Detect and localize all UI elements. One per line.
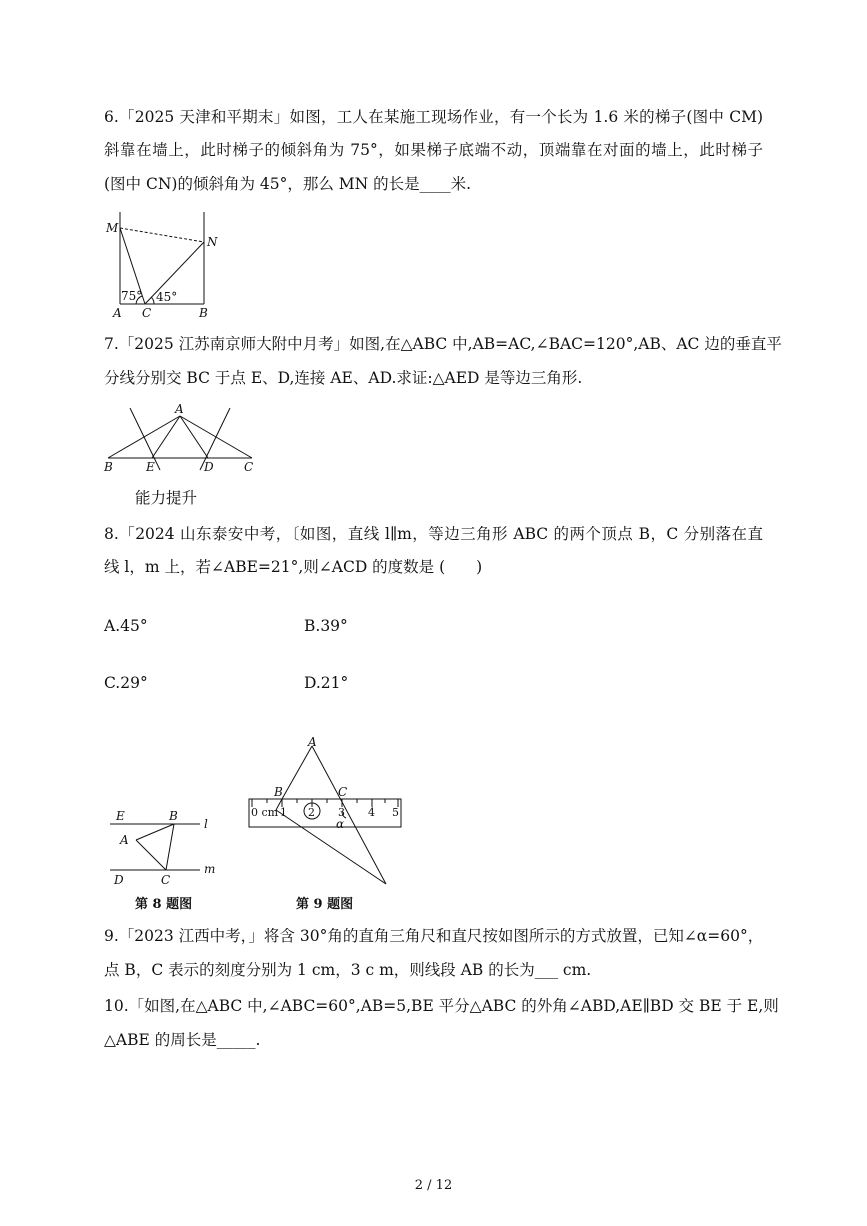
q7-label-a: A — [175, 402, 184, 416]
q8-label-a: A — [120, 833, 129, 847]
q9-ruler-label-3: 3 — [338, 806, 345, 819]
q8-label-c: C — [161, 873, 171, 887]
q9-caption: 第 9 题图 — [296, 897, 354, 912]
q6-angle-45: 45° — [156, 290, 178, 304]
q8-option-c: C.29° — [104, 674, 148, 692]
q8-option-b: B.39° — [304, 617, 348, 635]
q8-label-m: m — [204, 862, 216, 876]
q7-line-1: 7.「2025 江苏南京师大附中月考」如图,在△ABC 中,AB=AC,∠BAC=120°,AB、AC 边的垂直平 — [104, 335, 782, 353]
q6-line-1: 6.「2025 天津和平期末」如图，工人在某施工现场作业，有一个长为 1.6 米的梯子(图中 CM) — [104, 108, 763, 126]
q9-ruler-label-2: 2 — [308, 806, 315, 819]
q6-line-3: (图中 CN)的倾斜角为 45°，那么 MN 的长是____米. — [104, 175, 472, 193]
q8-figure — [104, 800, 229, 890]
q7-segment-ad — [180, 416, 208, 458]
q6-label-m: M — [106, 221, 119, 235]
q8-side-ab — [136, 824, 174, 840]
q7-label-e: E — [146, 460, 155, 474]
section-title: 能力提升 — [135, 489, 198, 507]
q9-label-c: C — [338, 785, 348, 799]
q9-label-b: B — [274, 785, 283, 799]
q8-line-1: 8.「2024 山东泰安中考，〔如图，直线 l∥m，等边三角形 ABC 的两个顶点 B，C 分别落在直 — [104, 525, 763, 543]
q8-caption: 第 8 题图 — [135, 897, 193, 912]
q6-angle-arc-45 — [151, 297, 154, 304]
q9-ruler-label-1: 1 — [280, 806, 287, 819]
q7-figure — [100, 400, 260, 476]
q10-line-2: △ABE 的周长是_____. — [104, 1031, 261, 1049]
q8-option-a: A.45° — [104, 617, 148, 635]
q9-line-1: 9.「2023 江西中考，」将含 30°角的直角三角尺和直尺按如图所示的方式放置，已知∠α=60°， — [104, 927, 764, 945]
q7-segment-ae — [152, 416, 180, 458]
q9-label-a: A — [308, 735, 317, 749]
q7-label-d: D — [204, 460, 214, 474]
q8-side-bc — [166, 824, 174, 870]
q6-label-n: N — [207, 235, 218, 249]
q6-segment-mn — [120, 228, 204, 242]
q6-line-2: 斜靠在墙上，此时梯子的倾斜角为 75°，如果梯子底端不动，顶端靠在对面的墙上，此时梯子 — [104, 141, 763, 159]
q7-label-c: C — [244, 460, 254, 474]
q6-label-c: C — [142, 306, 152, 320]
q6-figure — [100, 208, 220, 320]
q8-side-ac — [136, 840, 166, 870]
page-number: 2 / 12 — [414, 1178, 453, 1193]
q9-ruler-label-4: 4 — [368, 806, 375, 819]
q7-perp-bisector-ab — [130, 408, 160, 470]
q7-label-b: B — [104, 460, 113, 474]
q7-line-2: 分线分别交 BC 于点 E、D,连接 AE、AD.求证:△AED 是等边三角形. — [104, 369, 583, 387]
q8-line-2: 线 l，m 上，若∠ABE=21°,则∠ACD 的度数是 ( ) — [104, 558, 483, 576]
q9-label-alpha: α — [336, 817, 345, 831]
q8-label-e: E — [116, 809, 125, 823]
q8-option-d: D.21° — [304, 674, 349, 692]
q9-ruler-label-5: 5 — [392, 806, 399, 819]
q8-label-b: B — [169, 809, 178, 823]
q9-triangle-side-ab — [282, 746, 312, 799]
q9-ruler-label-0: 0 cm — [251, 806, 279, 819]
q8-label-d: D — [114, 873, 124, 887]
q6-label-a: A — [113, 306, 122, 320]
q10-line-1: 10.「如图,在△ABC 中,∠ABC=60°,AB=5,BE 平分△ABC 的外角∠ABD,AE∥BD 交 BE 于 E,则 — [104, 997, 779, 1015]
q8-label-l: l — [204, 817, 208, 831]
q9-line-2: 点 B，C 表示的刻度分别为 1 cm，3 c m，则线段 AB 的长为___ cm. — [104, 961, 592, 979]
q9-figure — [246, 735, 406, 890]
q6-angle-75: 75° — [121, 289, 143, 303]
q6-label-b: B — [199, 306, 208, 320]
